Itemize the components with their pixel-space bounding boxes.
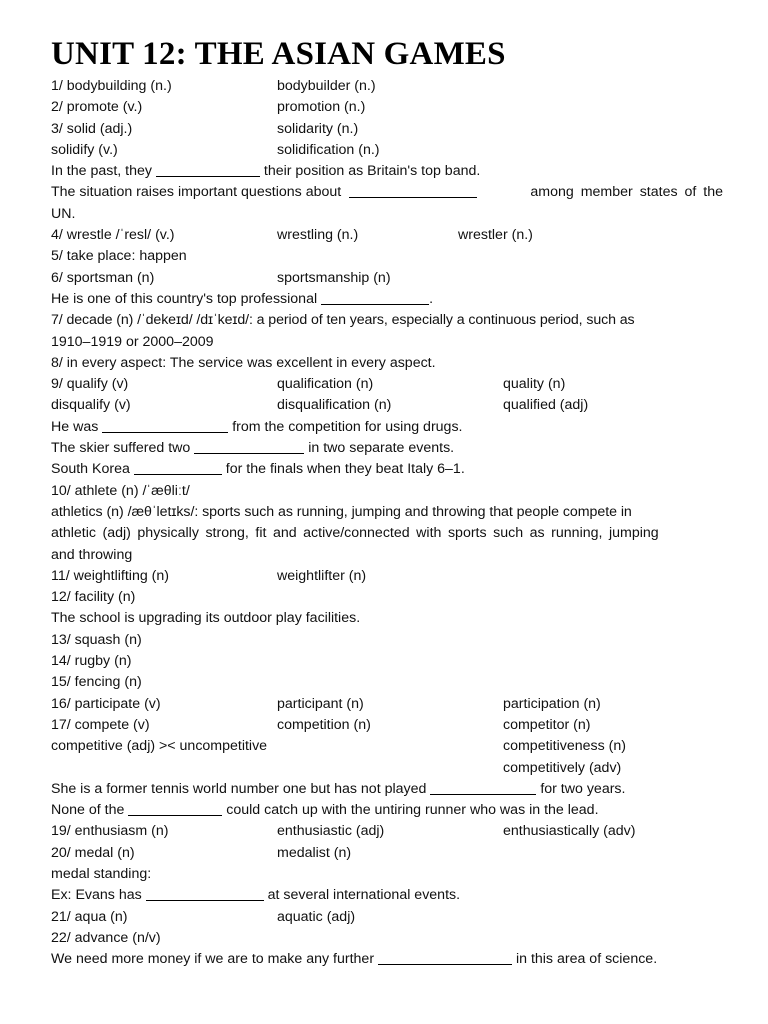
word: disqualify (v): [51, 397, 131, 414]
sentence-start: The situation raises important questions about: [51, 184, 342, 201]
word: 13/ squash (n): [51, 631, 142, 648]
entry-line: [51, 481, 723, 502]
page-title: UNIT 12: THE ASIAN GAMES: [51, 36, 506, 72]
entry-line: [51, 736, 723, 757]
sentence-start: None of the: [51, 802, 125, 819]
entry-line: [51, 119, 723, 140]
word-form: weightlifter (n): [277, 567, 367, 584]
sentence-start: In the past, they: [51, 163, 152, 180]
sentence-start: South Korea: [51, 461, 130, 478]
entry-line: [51, 97, 723, 118]
vocabulary-list: [51, 76, 723, 970]
sentence-end: for the finals when they beat Italy 6–1.: [225, 461, 465, 478]
sentence-start: She is a former tennis world number one but has not played: [51, 780, 427, 797]
example-sentence: [51, 417, 723, 438]
sentence-start: We need more money if we are to make any further: [51, 951, 375, 968]
sentence-start: He is one of this country's top professional: [51, 290, 318, 307]
word-form: sportsmanship (n): [277, 269, 391, 286]
sentence-end: .: [429, 290, 434, 307]
example-sentence: [51, 161, 723, 182]
entry-line: [51, 374, 723, 395]
example-sentence: [51, 459, 723, 480]
definition: athletic (adj) physically strong, fit and active/connected with sports such as running, jumping: [51, 525, 659, 542]
example-sentence: [51, 182, 723, 203]
answer-blank: [321, 290, 429, 305]
definition: 7/ decade (n) /ˈdekeɪd/ /dɪˈkeɪd/: a period of ten years, especially a continuous period, such as: [51, 312, 635, 329]
word: 22/ advance (n/v): [51, 929, 161, 946]
entry-line-continued: [51, 545, 723, 566]
word-form: medalist (n): [277, 844, 352, 861]
word: 12/ facility (n): [51, 589, 136, 606]
word-form: enthusiastic (adj): [277, 823, 385, 840]
word-form: competitor (n): [503, 716, 591, 733]
sentence-end: for two years.: [540, 780, 626, 797]
word: 17/ compete (v): [51, 716, 150, 733]
word-form: disqualification (n): [277, 397, 392, 414]
entry-line: [51, 587, 723, 608]
word-form: quality (n): [503, 376, 566, 393]
entry-line: [51, 246, 723, 267]
example-sentence: [51, 885, 723, 906]
word-form: solidification (n.): [277, 141, 380, 158]
word: medal standing:: [51, 865, 152, 882]
word-form: enthusiastically (adv): [503, 823, 636, 840]
entry-line: [51, 76, 723, 97]
word: 14/ rugby (n): [51, 653, 132, 670]
word-form: promotion (n.): [277, 99, 366, 116]
sentence-end: in two separate events.: [308, 440, 455, 457]
answer-blank: [146, 886, 264, 901]
sentence-end: at several international events.: [267, 887, 461, 904]
word-form: participant (n): [277, 695, 364, 712]
answer-blank: [156, 162, 260, 177]
word: 6/ sportsman (n): [51, 269, 155, 286]
word-form: competitively (adv): [503, 759, 622, 776]
entry-line: [51, 821, 723, 842]
word-form: competition (n): [277, 716, 371, 733]
sentence-end: could catch up with the untiring runner who was in the lead.: [226, 802, 599, 819]
entry-line: [51, 758, 723, 779]
entry-line: [51, 843, 723, 864]
word: solidify (v.): [51, 141, 118, 158]
definition: 5/ take place: happen: [51, 248, 187, 265]
example-sentence: [51, 438, 723, 459]
word: 1/ bodybuilding (n.): [51, 78, 172, 94]
sentence-end: among member states of the: [530, 184, 723, 201]
definition: athletics (n) /æθˈletɪks/: sports such as running, jumping and throwing that people compete in: [51, 503, 632, 520]
word-form: qualification (n): [277, 376, 374, 393]
answer-blank: [102, 418, 228, 433]
sentence-end: their position as Britain's top band.: [263, 163, 481, 180]
entry-line: [51, 928, 723, 949]
answer-blank: [194, 439, 304, 454]
definition: 1910–1919 or 2000–2009: [51, 333, 214, 350]
sentence-text: The school is upgrading its outdoor play facilities.: [51, 610, 361, 627]
definition: and throwing: [51, 546, 133, 563]
entry-line: [51, 225, 723, 246]
entry-line: [51, 864, 723, 885]
sentence-start: The skier suffered two: [51, 440, 191, 457]
word-form: participation (n): [503, 695, 601, 712]
example-sentence-continued: [51, 204, 723, 225]
entry-line: [51, 651, 723, 672]
word-form: bodybuilder (n.): [277, 78, 376, 94]
entry-line-continued: [51, 332, 723, 353]
sentence-start: He was: [51, 418, 99, 435]
word: 15/ fencing (n): [51, 674, 142, 691]
entry-line: [51, 672, 723, 693]
answer-blank: [134, 460, 222, 475]
answer-blank: [128, 801, 222, 816]
word: 20/ medal (n): [51, 844, 135, 861]
definition: 10/ athlete (n) /ˈæθliːt/: [51, 482, 190, 499]
sentence-start: Ex: Evans has: [51, 887, 142, 904]
entry-line: [51, 140, 723, 161]
entry-line: [51, 630, 723, 651]
word-form: wrestler (n.): [458, 227, 533, 244]
example-sentence: [51, 608, 723, 629]
word-form: wrestling (n.): [277, 227, 359, 244]
entry-line: [51, 502, 723, 523]
answer-blank: [430, 780, 536, 795]
entry-line: [51, 694, 723, 715]
entry-line: [51, 353, 723, 374]
word: 2/ promote (v.): [51, 99, 143, 116]
sentence-end: in this area of science.: [515, 951, 658, 968]
word: 19/ enthusiasm (n): [51, 823, 169, 840]
word: 21/ aqua (n): [51, 908, 128, 925]
answer-blank: [378, 950, 512, 965]
entry-line: [51, 715, 723, 736]
example-sentence: [51, 289, 723, 310]
definition: 8/ in every aspect: The service was excellent in every aspect.: [51, 354, 436, 371]
example-sentence: [51, 949, 723, 970]
entry-line: [51, 268, 723, 289]
entry-line: [51, 907, 723, 928]
entry-line: [51, 310, 723, 331]
entry-line: [51, 523, 723, 544]
entry-line: [51, 566, 723, 587]
answer-blank: [349, 183, 477, 198]
sentence-end: from the competition for using drugs.: [232, 418, 463, 435]
example-sentence: [51, 779, 723, 800]
sentence-text: UN.: [51, 205, 76, 222]
word: 16/ participate (v): [51, 695, 161, 712]
word-form: aquatic (adj): [277, 908, 356, 925]
word: 3/ solid (adj.): [51, 120, 133, 137]
entry-line: [51, 395, 723, 416]
word-form: qualified (adj): [503, 397, 589, 414]
example-sentence: [51, 800, 723, 821]
word: competitive (adj) >< uncompetitive: [51, 738, 268, 755]
word: 11/ weightlifting (n): [51, 567, 170, 584]
word-form: competitiveness (n): [503, 738, 627, 755]
word-form: solidarity (n.): [277, 120, 359, 137]
word: 4/ wrestle /ˈresl/ (v.): [51, 227, 175, 244]
word: 9/ qualify (v): [51, 376, 129, 393]
